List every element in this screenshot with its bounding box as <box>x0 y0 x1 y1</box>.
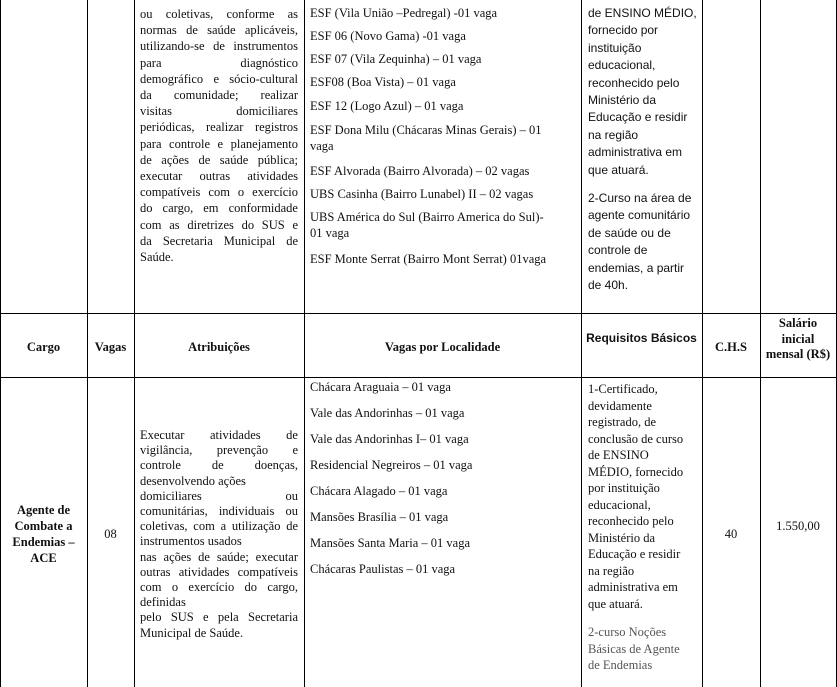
requirement-line: registrado, de <box>588 415 657 429</box>
cargo-line: ACE <box>30 551 57 565</box>
requirement-line: na região <box>588 127 639 142</box>
text-line: Executar atividades de <box>140 428 298 442</box>
cargo-line: Endemias – <box>12 535 75 549</box>
row-divider <box>0 313 837 314</box>
text-line: ou coletivas, conforme as <box>140 7 298 21</box>
text-line: domiciliares ou <box>140 488 298 503</box>
requirement-line: endemias, a partir <box>588 260 685 275</box>
locality-line: ESF Dona Milu (Chácaras Minas Gerais) – 01 <box>310 123 542 137</box>
ace-salario-cell: 1.550,00 <box>776 519 820 533</box>
text-line: periódicas, realizar registros <box>140 120 298 135</box>
text-line: da comunidade; realizar <box>140 88 298 103</box>
text-line: desenvolvendo ações <box>140 473 246 488</box>
text-line: demográfico e sócio-cultural <box>140 71 298 86</box>
locality-line: Vale das Andorinhas – 01 vaga <box>310 406 465 420</box>
requirement-line: instituição <box>588 40 642 55</box>
text-line: utilizando-se de instrumentos <box>140 39 298 54</box>
header-vagas: Vagas <box>94 340 127 354</box>
locality-line: Vale das Andorinhas I– 01 vaga <box>310 432 469 446</box>
text-line: instrumentos usados <box>140 534 242 549</box>
locality-line: Chácara Araguaia – 01 vaga <box>310 380 451 394</box>
ace-chs-cell: 40 <box>724 527 738 541</box>
requirement-line: Educação e residir <box>588 547 681 561</box>
text-line: coletivas, com a utilização de <box>140 519 298 534</box>
locality-line: ESF Alvorada (Bairro Alvorada) – 02 vagas <box>310 164 530 178</box>
locality-line: vaga <box>310 139 334 153</box>
locality-line: Chácaras Paulistas – 01 vaga <box>310 562 456 576</box>
locality-line: Mansões Santa Maria – 01 vaga <box>310 536 471 550</box>
requirement-line: reconhecido pelo <box>588 75 680 90</box>
cargo-line: Combate a <box>14 519 73 533</box>
header-salario-line: mensal (R$) <box>765 347 831 361</box>
requirement-line: que atuará. <box>588 162 649 177</box>
requirement-line: de saúde ou de <box>588 225 671 240</box>
requirement-line: educacional, <box>588 497 651 512</box>
requirement-line: por instituição <box>588 481 660 495</box>
text-line: controle de doenças, <box>140 458 298 473</box>
row-divider <box>0 377 837 378</box>
header-atribuicoes: Atribuições <box>188 340 250 354</box>
requirement-line: conclusão de curso <box>588 431 684 446</box>
requirement-line: de 40h. <box>588 278 629 293</box>
text-line: nas ações de saúde; executar <box>140 549 298 564</box>
text-line: com o exercício do cargo, <box>140 580 298 595</box>
requirement-line: administrativa em <box>588 145 683 160</box>
header-salario <box>760 316 836 363</box>
ace-requisitos-cell <box>588 381 700 674</box>
text-line: executar outras atividades <box>140 169 298 184</box>
text-line: com as diretrizes do SUS e <box>140 217 298 232</box>
header-chs: C.H.S <box>715 340 747 354</box>
text-line: normas de saúde aplicáveis, <box>140 23 298 38</box>
top-localidades-cell <box>310 6 578 267</box>
requirement-line: 1-Certificado, <box>588 382 658 396</box>
locality-line: 01 vaga <box>310 226 350 240</box>
header-salario-line: Salário <box>778 316 818 330</box>
text-line: visitas domiciliares <box>140 104 298 119</box>
requirement-line: controle de <box>588 243 648 258</box>
locality-line: UBS Casinha (Bairro Lunabel) II – 02 vagas <box>310 187 534 201</box>
text-line: outras atividades compatíveis <box>140 564 298 579</box>
locality-line: ESF 12 (Logo Azul) – 01 vaga <box>310 99 464 113</box>
cargo-line: Agente de <box>16 503 71 517</box>
header-salario-line: inicial <box>781 331 815 346</box>
locality-line: ESF (Vila União –Pedregal) -01 vaga <box>310 6 498 20</box>
requirement-line: na região <box>588 563 635 578</box>
requirement-line: administrativa em <box>588 580 678 594</box>
requirement-line: de ENSINO MÉDIO, <box>588 6 697 20</box>
text-line: Saúde. <box>140 250 174 265</box>
ace-localidades-cell <box>310 380 578 588</box>
header-localidade: Vagas por Localidade <box>384 340 501 354</box>
requirement-line: de ENSINO <box>588 448 649 462</box>
text-line: pelo SUS e pela Secretaria <box>140 610 298 625</box>
locality-line: Residencial Negreiros – 01 vaga <box>310 458 473 472</box>
ace-atribuicoes-cell <box>140 428 298 641</box>
locality-line: UBS América do Sul (Bairro America do Sul)- <box>310 210 544 224</box>
text-line: compatíveis com o exercício <box>140 185 298 200</box>
requirement-line: fornecido por <box>588 23 659 38</box>
text-line: de ações de saúde pública; <box>140 152 298 167</box>
requirement-line: MÉDIO, fornecido <box>588 464 684 479</box>
locality-line: ESF 06 (Novo Gama) -01 vaga <box>310 29 466 43</box>
requirement-line: educacional, <box>588 58 656 73</box>
text-line: do cargo, em conformidade <box>140 201 298 216</box>
top-atribuicoes-cell <box>140 6 298 265</box>
text-line: para diagnóstico <box>140 55 298 70</box>
requirement-line: agente comunitário <box>588 208 691 223</box>
header-cargo: Cargo <box>26 340 61 354</box>
requirement-line: 2-curso Noções <box>588 625 667 639</box>
requirement-line: Ministério da <box>588 93 657 108</box>
text-line: comunitárias, individuais ou <box>140 504 298 519</box>
locality-line: Mansões Brasília – 01 vaga <box>310 510 449 524</box>
locality-line: ESF08 (Boa Vista) – 01 vaga <box>310 75 456 89</box>
top-requisitos-cell <box>588 5 700 295</box>
requirement-line: Ministério da <box>588 530 656 545</box>
requirement-line: de Endemias <box>588 658 653 672</box>
requirement-line: Educação e residir <box>588 110 688 125</box>
header-requisitos: Requisitos Básicos <box>586 331 697 345</box>
locality-line: ESF Monte Serrat (Bairro Mont Serrat) 01vaga <box>310 252 547 266</box>
text-line: da Secretaria Municipal de <box>140 233 298 248</box>
requirement-line: devidamente <box>588 398 652 413</box>
locality-line: Chácara Alagado – 01 vaga <box>310 484 448 498</box>
requirement-line: que atuará. <box>588 596 643 611</box>
requirement-line: reconhecido pelo <box>588 514 674 528</box>
text-line: definidas <box>140 595 186 610</box>
requirement-line: 2-Curso na área de <box>588 191 692 206</box>
text-line: vigilância, prevenção e <box>140 443 298 458</box>
text-line: para controle e planejamento <box>140 136 298 151</box>
text-line: Municipal de Saúde. <box>140 625 244 640</box>
ace-vagas-cell: 08 <box>104 527 117 541</box>
requirement-line: Básicas de Agente <box>588 641 680 656</box>
ace-cargo-cell <box>0 502 87 566</box>
locality-line: ESF 07 (Vila Zequinha) – 01 vaga <box>310 52 482 66</box>
